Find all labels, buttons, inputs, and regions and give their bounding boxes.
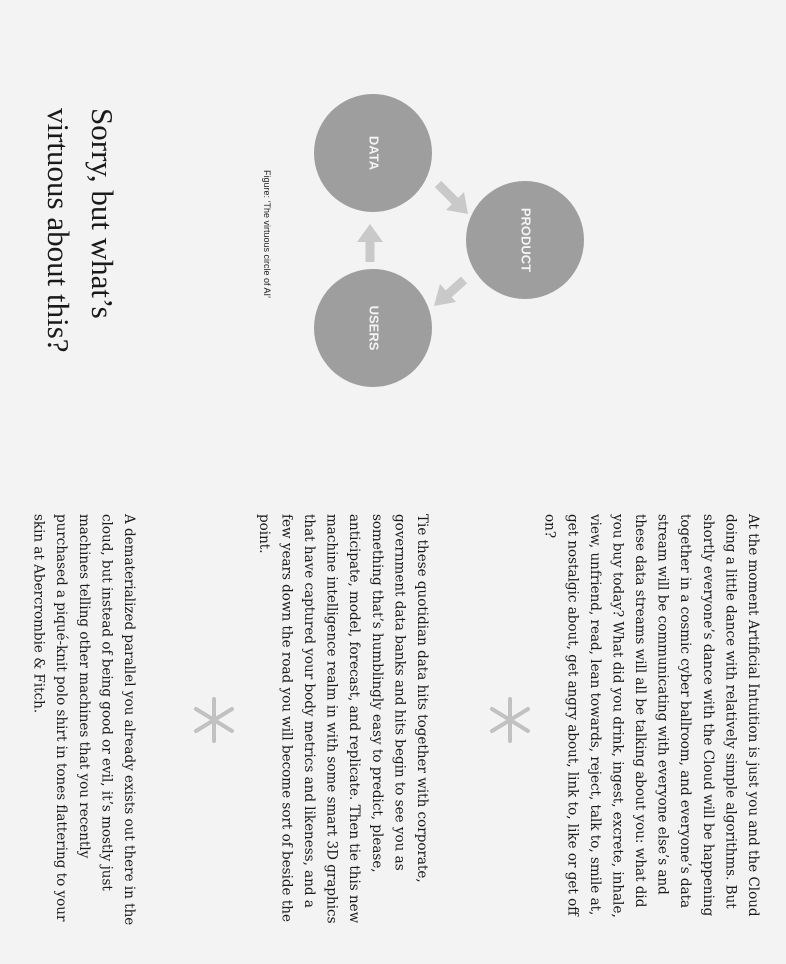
paragraph-2: Tie these quotidian data hits together with corporate, government data banks and hits begin to see you as something that’s humblingly easy to predict, please, anticipate, model, forecast, and replicate. Then tie this new machine intelligence realm in with some smart 3D graphics that have captured your body metrics and likeness, and a few years down the road you will become sort of beside the point. [255,514,430,924]
virtuous-circle-figure [250,80,610,420]
arrow-data-to-product [438,184,468,214]
label-data: DATA [366,135,382,171]
arrow-users-to-data [357,224,383,262]
asterisk-divider-icon [485,695,535,745]
asterisk-divider-icon [189,695,239,745]
figure-caption: Figure: ‘The virtuous circle of AI’ [262,170,272,299]
page-title: Sorry, but what’s virtuous about this? [41,108,120,353]
paragraph-3: A dematerialized parallel you already exists out there in the cloud, but instead of being good or evil, it’s mostly just machines telling other machines that you recently purchased a piqué-knit polo shirt in tones flattering to your skin at Abercrombie & Fitch. [30,514,137,926]
arrow-product-to-users [434,280,464,306]
virtuous-circle-diagram [250,80,610,420]
label-product: PRODUCT [518,207,534,273]
label-users: USERS [366,305,382,351]
paragraph-1: At the moment Artificial Intuition is just you and the Cloud doing a little dance with relatively simple algorithms. But shortly everyone’s dance with the Cloud will be happening together in a cosmic cyber ballroom, and everyone’s data stream will be communicating with everyone else’s and these data streams will all be talking about you: what did you buy today? What did you drink, ingest, excrete, inhale, view, unfriend, read, lean towards, reject, talk to, smile at, get nostalgic about, get angry about, link to, like or get off on? [541,514,761,918]
